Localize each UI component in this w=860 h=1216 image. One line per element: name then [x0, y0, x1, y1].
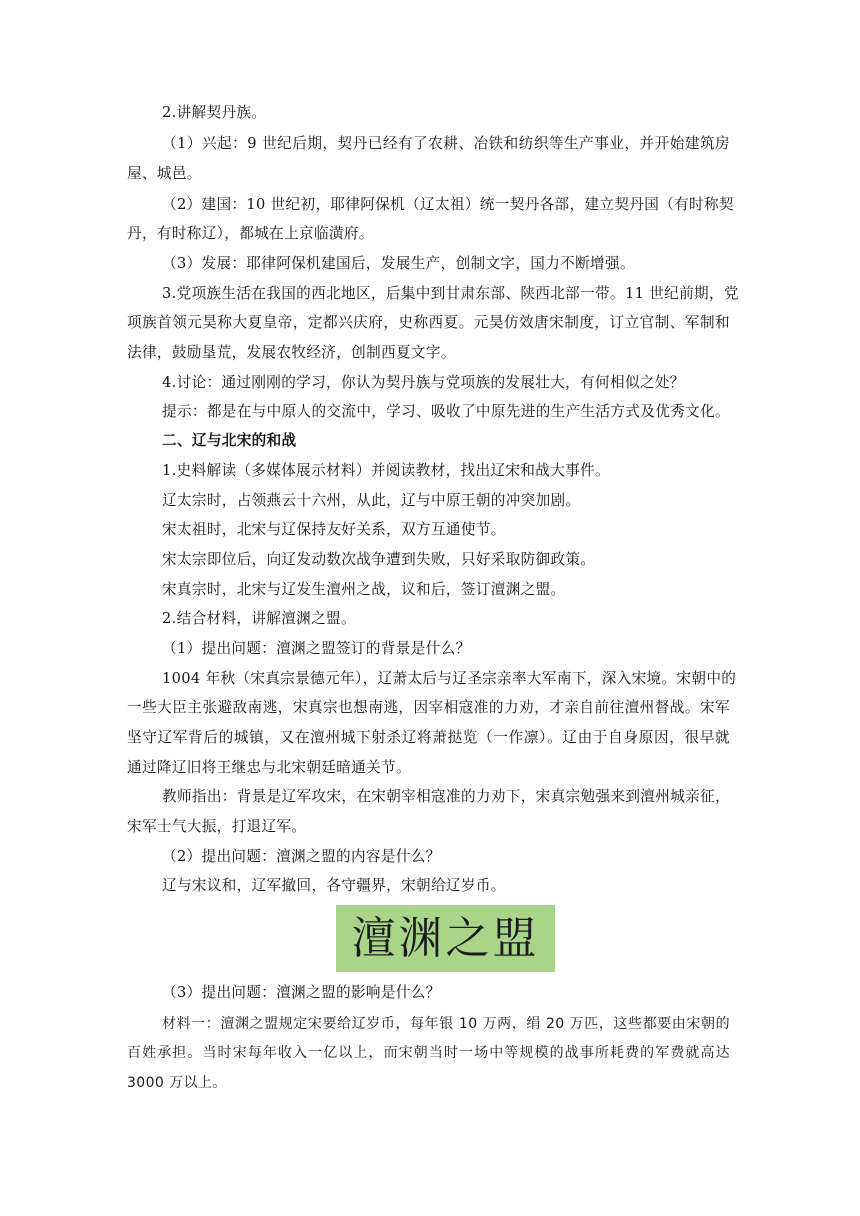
paragraph-line: 教师指出：背景是辽军攻宋，在宋朝宰相寇准的力劝下，宋真宗勉强来到澶州城亲征，	[162, 788, 730, 805]
paragraph-line: 辽与宋议和，辽军撤回，各守疆界，宋朝给辽岁币。	[162, 877, 506, 894]
paragraph-line: 屋、城邑。	[127, 165, 202, 182]
paragraph-line: 项族首领元昊称大夏皇帝，定都兴庆府，史称西夏。元昊仿效唐宋制度，订立官制、军制和	[127, 314, 730, 331]
paragraph-line: 法律，鼓励垦荒，发展农牧经济，创制西夏文字。	[127, 344, 456, 361]
paragraph-line: 宋太宗即位后，向辽发动数次战争遭到失败，只好采取防御政策。	[162, 551, 596, 568]
paragraph-line: 1.史料解读（多媒体展示材料）并阅读教材，找出辽宋和战大事件。	[162, 462, 610, 479]
paragraph-line: 坚守辽军背后的城镇，又在澶州城下射杀辽将萧挞览（一作凛）。辽由于自身原因，很早就	[127, 729, 730, 746]
paragraph-line: 宋军士气大振，打退辽军。	[127, 818, 307, 835]
paragraph-line: 宋太祖时，北宋与辽保持友好关系，双方互通使节。	[162, 521, 506, 538]
paragraph-line: （1）兴起：9 世纪后期，契丹已经有了农耕、冶铁和纺织等生产事业，并开始建筑房	[162, 135, 730, 152]
paragraph-line: （2）提出问题：澶渊之盟的内容是什么？	[162, 848, 441, 865]
paragraph-line: 1004 年秋（宋真宗景德元年），辽萧太后与辽圣宗亲率大军南下，深入宋境。宋朝中的	[162, 670, 737, 687]
paragraph-line: 4.讨论：通过刚刚的学习，你认为契丹族与党项族的发展壮大，有何相似之处？	[162, 374, 685, 391]
paragraph-line: （2）建国：10 世纪初，耶律阿保机（辽太祖）统一契丹各部，建立契丹国（有时称契	[162, 196, 734, 213]
paragraph-line: 通过降辽旧将王继忠与北宋朝廷暗通关节。	[127, 759, 411, 776]
source-material-line: 材料一：澶渊之盟规定宋要给辽岁币，每年银 10 万两，绢 20 万匹，这些都要由宋朝的	[162, 1016, 730, 1032]
paragraph-line: （3）发展：耶律阿保机建国后，发展生产，创制文字，国力不断增强。	[162, 255, 635, 272]
source-material-line: 百姓承担。当时宋每年收入一亿以上，而宋朝当时一场中等规模的战事所耗费的军费就高达	[127, 1045, 730, 1061]
banner-title: 澶渊之盟	[351, 912, 540, 964]
paragraph-line: （1）提出问题：澶渊之盟签订的背景是什么？	[162, 640, 471, 657]
section-heading: 二、辽与北宋的和战	[162, 432, 297, 449]
paragraph-line: （3）提出问题：澶渊之盟的影响是什么？	[162, 984, 441, 1001]
paragraph-line: 丹，有时称辽），都城在上京临潢府。	[127, 225, 374, 242]
paragraph-line: 3.党项族生活在我国的西北地区，后集中到甘肃东部、陕西北部一带。11 世纪前期，党	[162, 285, 739, 302]
paragraph-line: 一些大臣主张避敌南逃，宋真宗也想南逃，因宰相寇准的力劝，才亲自前往澶州督战。宋军	[127, 699, 730, 716]
paragraph-line: 辽太宗时，占领燕云十六州，从此，辽与中原王朝的冲突加剧。	[162, 492, 581, 509]
source-material-line: 3000 万以上。	[127, 1075, 227, 1091]
paragraph-line: 2.讲解契丹族。	[162, 104, 267, 121]
paragraph-line: 提示：都是在与中原人的交流中，学习、吸收了中原先进的生产生活方式及优秀文化。	[162, 403, 730, 420]
paragraph-line: 2.结合材料，讲解澶渊之盟。	[162, 610, 356, 627]
title-banner	[336, 905, 555, 972]
paragraph-line: 宋真宗时，北宋与辽发生澶州之战，议和后，签订澶渊之盟。	[162, 581, 566, 598]
